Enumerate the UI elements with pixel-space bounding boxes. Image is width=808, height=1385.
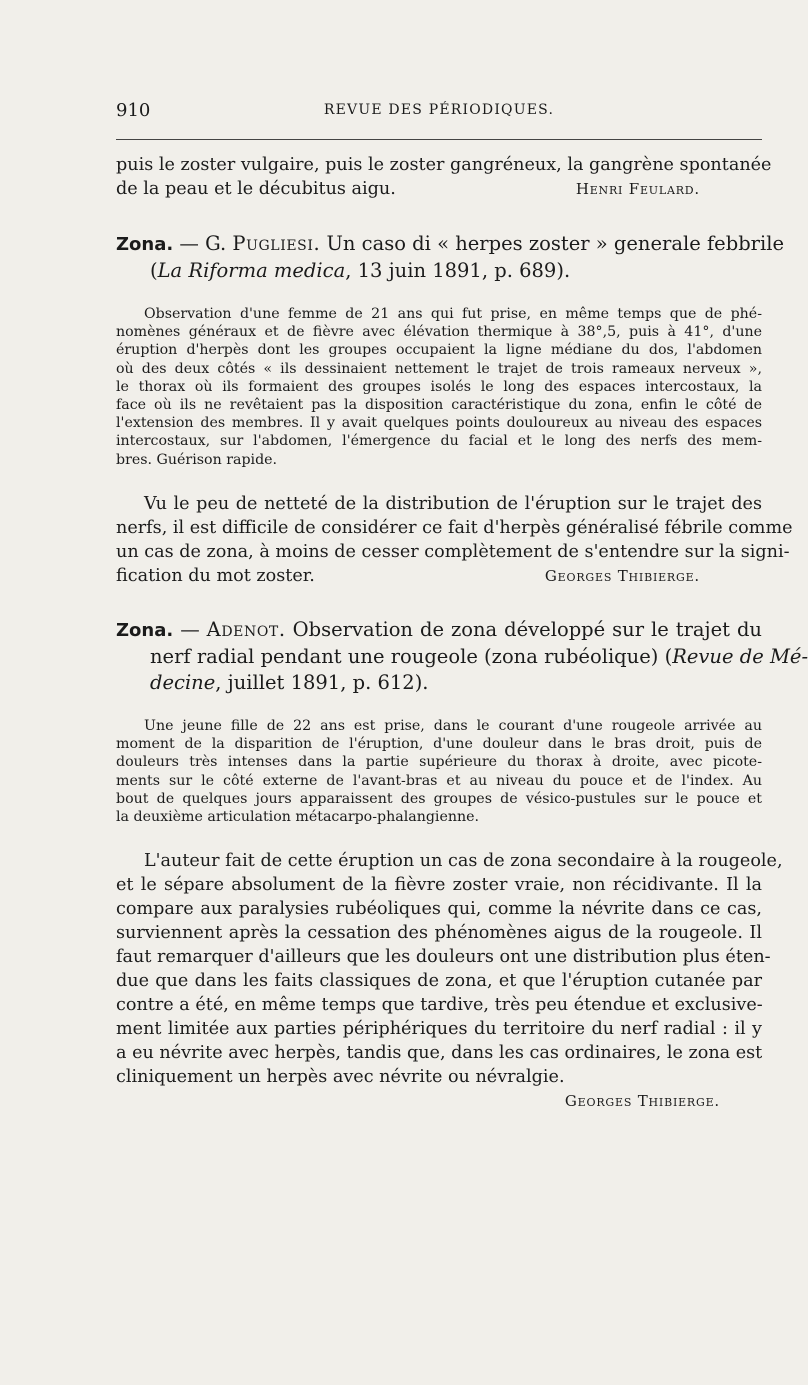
journal-name: La Riforma medica: [157, 259, 346, 282]
keyword-zona: Zona.: [116, 234, 174, 255]
text-line: moment de la disparition de l'éruption, d'une douleur dans le bras droit, puis de: [116, 736, 762, 753]
text-line: bres. Guérison rapide.: [116, 451, 278, 468]
text-line: la deuxième articulation métacarpo-phalangienne.: [116, 809, 480, 826]
text-line: nerfs, il est difficile de considérer ce fait d'herpès généralisé fébrile comme: [116, 518, 793, 538]
header-rule: [116, 139, 762, 140]
heading-line: (La Riforma medica, 13 juin 1891, p. 689).: [150, 259, 571, 282]
text-line: bout de quelques jours apparaissent des groupes de vésico-pustules sur le pouce et: [116, 790, 762, 807]
text-line: compare aux paralysies rubéoliques qui, comme la névrite dans ce cas,: [116, 899, 762, 919]
text-line: contre a été, en même temps que tardive, très peu étendue et exclusive-: [116, 995, 763, 1015]
text-line: l'extension des membres. Il y avait quelques points douloureux au niveau des espaces: [116, 415, 762, 432]
page-number: 910: [116, 100, 151, 121]
text-line: surviennent après la cessation des phénomènes aigus de la rougeole. Il: [116, 923, 762, 943]
text-line: un cas de zona, à moins de cesser complètement de s'entendre sur la signi-: [116, 542, 790, 562]
text-line: intercostaux, sur l'abdomen, l'émergence du facial et le long des nerfs des mem-: [116, 433, 762, 450]
text-line: Une jeune fille de 22 ans est prise, dans le courant d'une rougeole arrivée au: [144, 718, 762, 734]
heading-line: nerf radial pendant une rougeole (zona rubéolique) (Revue de Mé-: [150, 645, 808, 668]
text-line: due que dans les faits classiques de zona, et que l'éruption cutanée par: [116, 971, 762, 991]
review-heading-adenot: [116, 617, 808, 696]
text-line: le thorax où ils formaient des groupes isolés le long des espaces intercostaux, la: [116, 378, 762, 395]
text-line: L'auteur fait de cette éruption un cas de zona secondaire à la rougeole,: [144, 851, 783, 871]
commentary-adenot: [116, 849, 783, 1113]
text-line: a eu névrite avec herpès, tandis que, dans les cas ordinaires, le zona est: [116, 1043, 763, 1063]
text-line: éruption d'herpès dont les groupes occupaient la ligne médiane du dos, l'abdomen: [116, 342, 762, 359]
text-line: et le sépare absolument de la fièvre zoster vraie, non récidivante. Il la: [116, 875, 762, 895]
text-line: fication du mot zoster.: [116, 566, 315, 586]
signature-row: [116, 177, 762, 201]
review-author: Adenot.: [206, 618, 286, 641]
citation-details: , juillet 1891, p. 612).: [215, 671, 429, 694]
previous-review-ending: [116, 153, 772, 201]
text-line: Vu le peu de netteté de la distribution de l'éruption sur le trajet des: [144, 494, 762, 514]
text-line: cliniquement un herpès avec névrite ou névralgie.: [116, 1067, 565, 1087]
abstract-pugliesi: [116, 305, 762, 469]
text-line: puis le zoster vulgaire, puis le zoster gangréneux, la gangrène spontanée: [116, 155, 772, 175]
text-line: ments sur le côté externe de l'avant-bras et au niveau du pouce et de l'index. Au: [116, 772, 762, 789]
article-title: Observation de zona développé sur le trajet du: [285, 618, 762, 641]
author-signature: Henri Feulard.: [575, 180, 700, 198]
review-author: Pugliesi.: [232, 232, 321, 255]
text-line: Observation d'une femme de 21 ans qui fut prise, en même temps que de phé-: [144, 306, 762, 322]
abstract-adenot: [116, 717, 762, 826]
author-signature: Georges Thibierge.: [564, 1092, 720, 1110]
heading-line: Zona. — Adenot. Observation de zona développé sur le trajet du: [116, 618, 762, 641]
text-line: douleurs très intenses dans la partie supérieure du thorax à droite, avec picote-: [116, 754, 762, 771]
text-line: ment limitée aux parties périphériques du territoire du nerf radial : il y: [116, 1019, 762, 1039]
journal-name: decine: [150, 671, 216, 694]
article-title: Un caso di « herpes zoster » generale febbrile: [320, 232, 785, 255]
keyword-zona: Zona.: [116, 620, 174, 641]
text-line: faut remarquer d'ailleurs que les douleurs ont une distribution plus éten-: [116, 947, 771, 967]
journal-name: Revue de Mé-: [672, 645, 808, 668]
journal-title: REVUE DES PÉRIODIQUES.: [323, 102, 555, 118]
text-line: face où ils ne revêtaient pas la disposition caractéristique du zona, enfin le côté de: [116, 397, 762, 414]
signature-row: [116, 564, 762, 588]
text-line: où des deux côtés « ils dessinaient nettement le trajet de trois rameaux nerveux »,: [116, 360, 762, 377]
text-line: nomènes généraux et de fièvre avec élévation thermique à 38°,5, puis à 41°, d'une: [116, 324, 762, 341]
citation-details: , 13 juin 1891, p. 689).: [345, 259, 571, 282]
review-heading-pugliesi: [116, 231, 785, 284]
heading-line: [116, 670, 762, 696]
text-line: de la peau et le décubitus aigu.: [116, 179, 396, 199]
author-signature: Georges Thibierge.: [544, 567, 700, 585]
commentary-pugliesi: [116, 492, 793, 588]
heading-line: Zona. — G. Pugliesi. Un caso di « herpes zoster » generale febbrile: [116, 232, 785, 255]
running-head: [116, 100, 762, 124]
